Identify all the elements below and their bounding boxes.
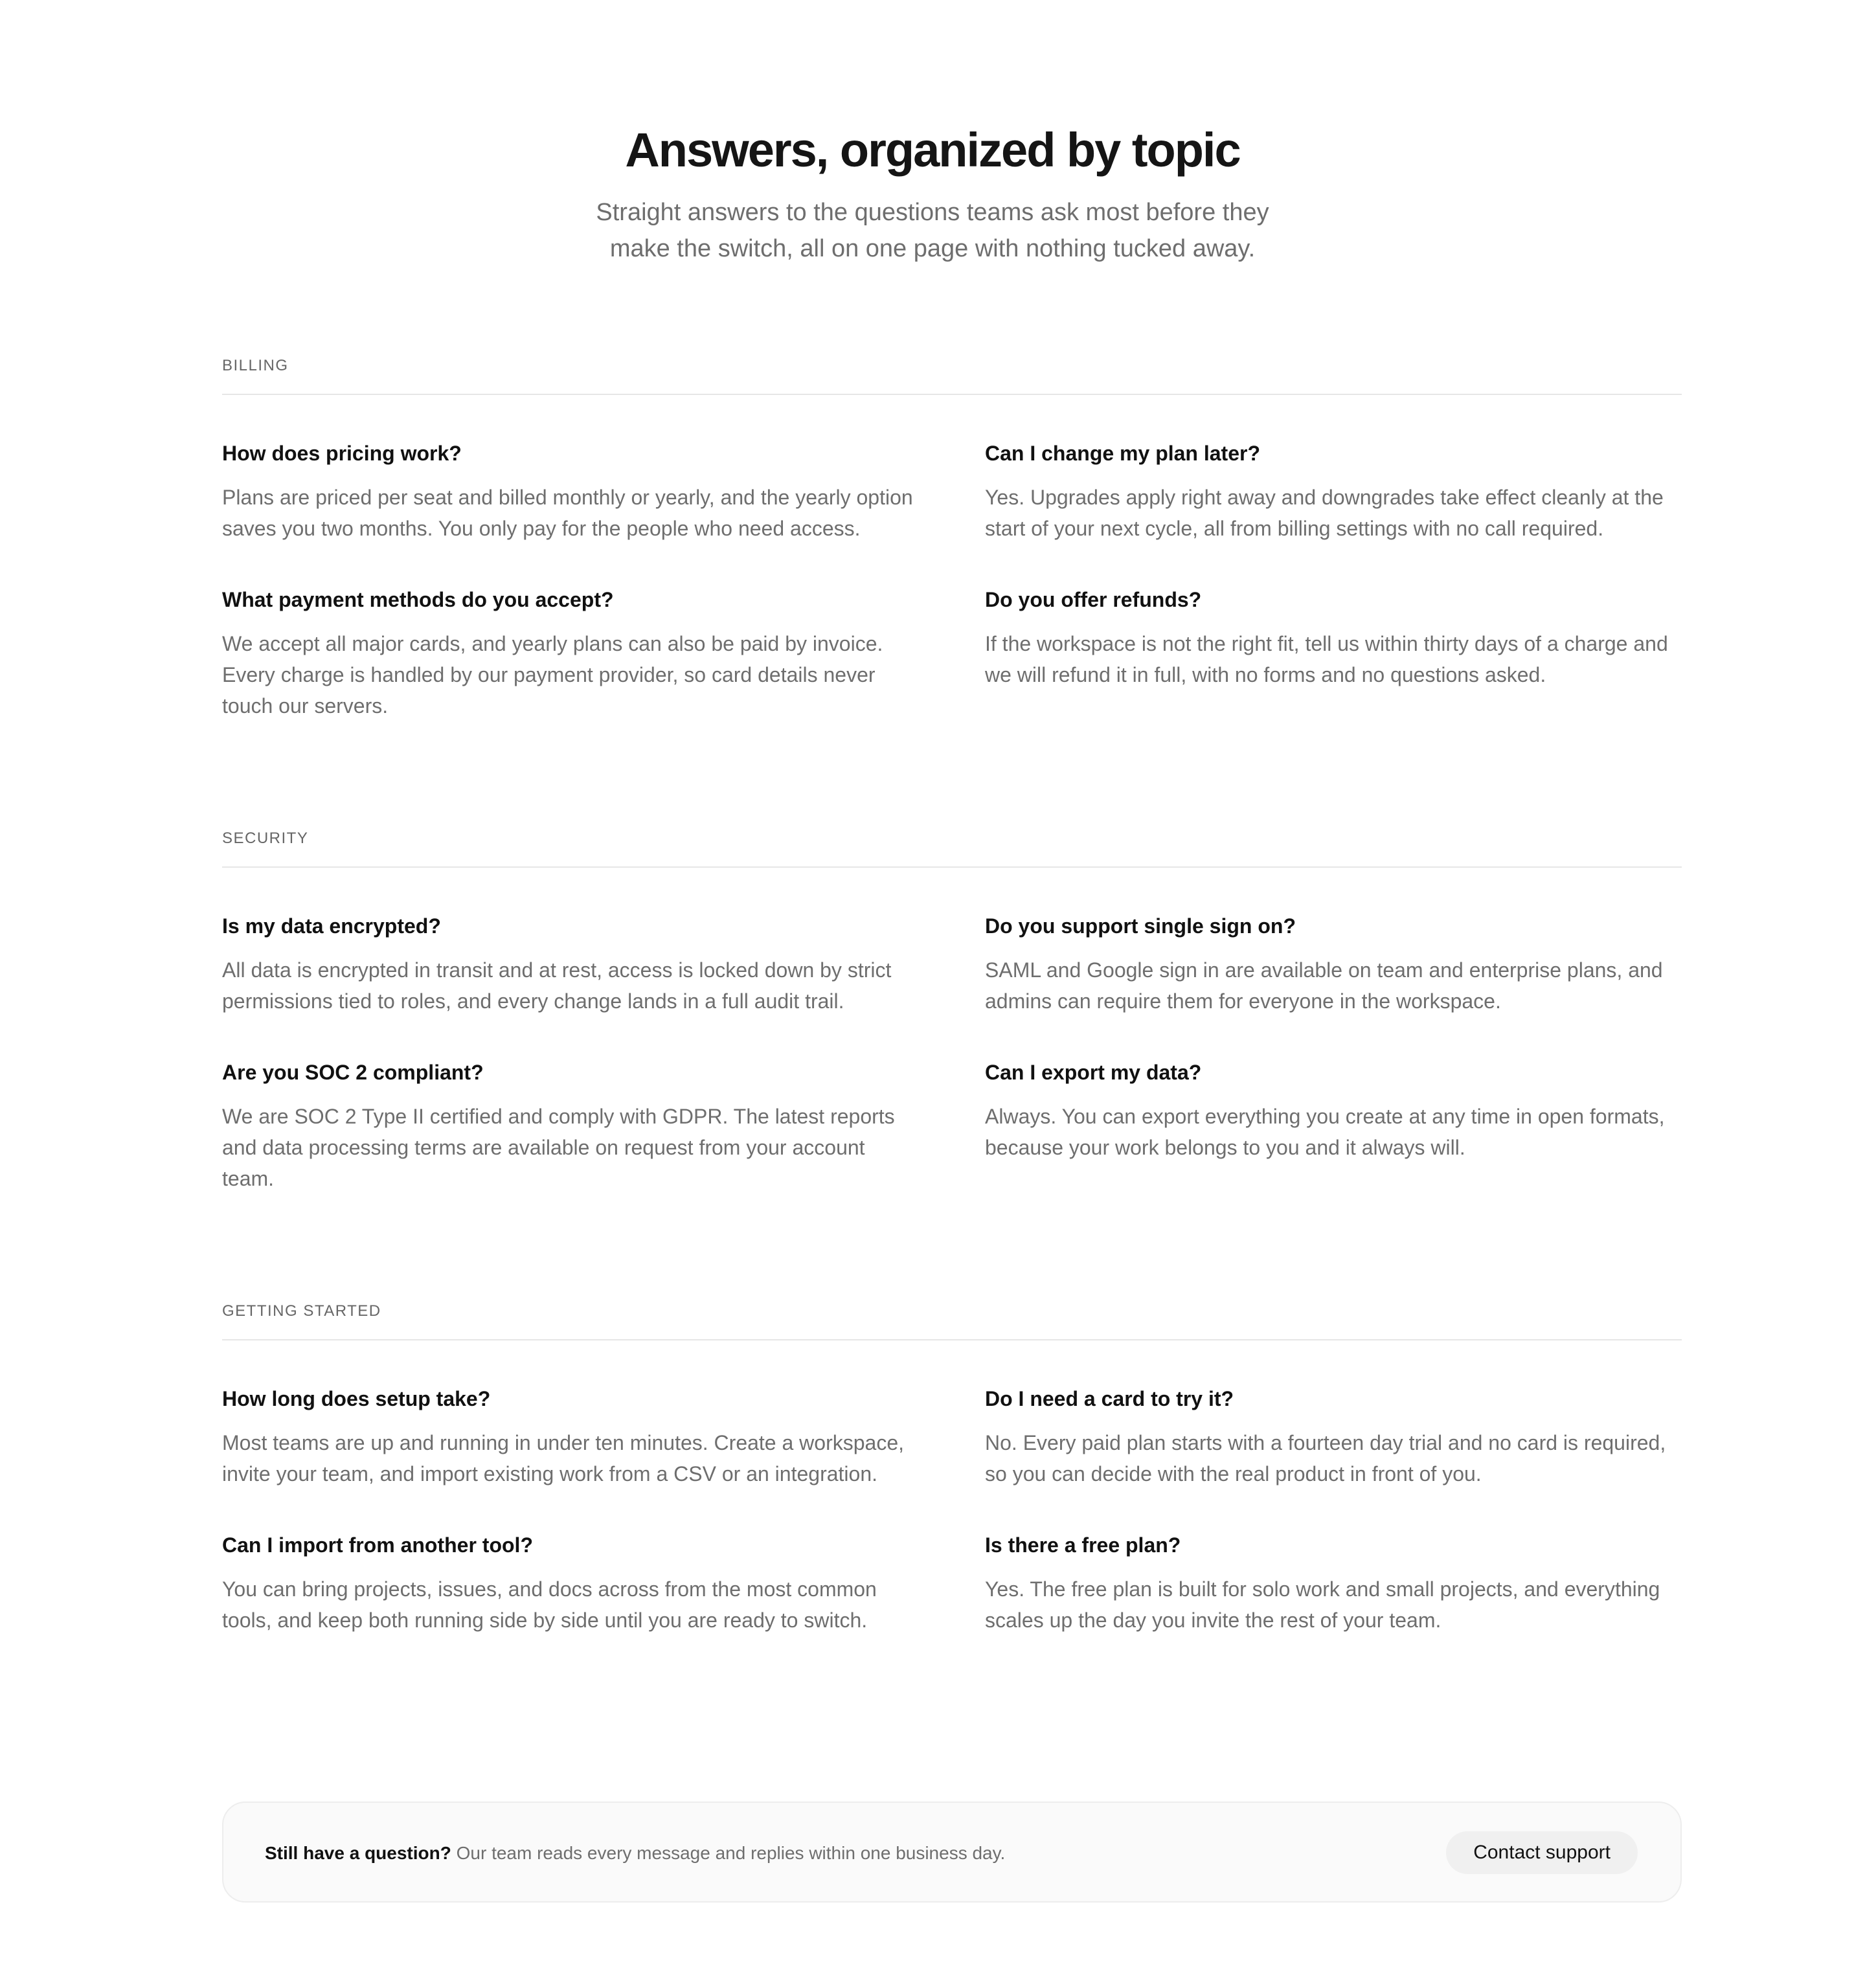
faq-item [985, 440, 1680, 544]
faq-answer: Plans are priced per seat and billed monthly or yearly, and the yearly option saves you two months. You only pay for the people who need access. [222, 486, 913, 540]
support-cta-text [265, 1840, 1005, 1866]
section-divider [222, 866, 1682, 868]
faq-hero [0, 123, 1865, 267]
faq-answer: We are SOC 2 Type II certified and comply with GDPR. The latest reports and data processing terms are available on request from your account team. [222, 1105, 895, 1190]
faq-answer: We accept all major cards, and yearly plans can also be paid by invoice. Every charge is handled by our payment provider, so card details never touch our servers. [222, 632, 883, 717]
faq-answer: No. Every paid plan starts with a fourteen day trial and no card is required, so you can decide with the real product in front of you. [985, 1431, 1666, 1485]
faq-question: How does pricing work? [222, 442, 462, 465]
faq-question: Do you offer refunds? [985, 588, 1202, 611]
faq-question: Can I export my data? [985, 1061, 1202, 1084]
faq-grid [222, 440, 1682, 721]
faq-question: Is there a free plan? [985, 1533, 1181, 1557]
faq-item [222, 913, 918, 1017]
faq-item [222, 440, 918, 544]
section-divider [222, 1339, 1682, 1340]
faq-question: How long does setup take? [222, 1387, 491, 1410]
support-cta-banner [222, 1802, 1682, 1903]
section-label: SECURITY [222, 830, 309, 847]
faq-answer: Yes. The free plan is built for solo work and small projects, and everything scales up the day you invite the rest of your team. [985, 1577, 1660, 1632]
faq-item [222, 1059, 918, 1194]
section-label: GETTING STARTED [222, 1302, 381, 1320]
faq-answer: If the workspace is not the right fit, tell us within thirty days of a charge and we will refund it in full, with no forms and no questions asked. [985, 632, 1668, 686]
faq-grid [222, 913, 1682, 1194]
page-title: Answers, organized by topic [625, 123, 1240, 177]
faq-answer: All data is encrypted in transit and at rest, access is locked down by strict permissions tied to roles, and every change lands in a full audit trail. [222, 958, 892, 1013]
section-getting-started [222, 1302, 1682, 1636]
faq-question: Is my data encrypted? [222, 914, 441, 938]
faq-question: What payment methods do you accept? [222, 588, 614, 611]
contact-support-button[interactable]: Contact support [1446, 1831, 1638, 1874]
faq-grid [222, 1386, 1682, 1636]
faq-item [985, 587, 1680, 721]
section-divider [222, 394, 1682, 395]
faq-answer: SAML and Google sign in are available on team and enterprise plans, and admins can require them for everyone in the workspace. [985, 958, 1663, 1013]
faq-item [985, 1386, 1680, 1489]
faq-question: Can I import from another tool? [222, 1533, 533, 1557]
support-cta-lead: Still have a question? [265, 1843, 451, 1863]
faq-item [222, 1386, 918, 1489]
faq-answer: Always. You can export everything you create at any time in open formats, because your work belongs to you and it always will. [985, 1105, 1665, 1159]
faq-item [222, 587, 918, 721]
faq-question: Do you support single sign on? [985, 914, 1296, 938]
faq-item [985, 1059, 1680, 1194]
faq-item [985, 1532, 1680, 1636]
faq-question: Do I need a card to try it? [985, 1387, 1234, 1410]
faq-answer: Most teams are up and running in under ten minutes. Create a workspace, invite your team, and import existing work from a CSV or an integration. [222, 1431, 905, 1485]
faq-item [985, 913, 1680, 1017]
support-cta-description: Our team reads every message and replies within one business day. [456, 1843, 1006, 1863]
section-security [222, 829, 1682, 1194]
faq-answer: You can bring projects, issues, and docs across from the most common tools, and keep both running side by side until you are ready to switch. [222, 1577, 877, 1632]
faq-question: Are you SOC 2 compliant? [222, 1061, 484, 1084]
section-billing [222, 356, 1682, 721]
section-label: BILLING [222, 357, 289, 374]
faq-item [222, 1532, 918, 1636]
faq-answer: Yes. Upgrades apply right away and downgrades take effect cleanly at the start of your next cycle, all from billing settings with no call required. [985, 486, 1664, 540]
page-subtitle: Straight answers to the questions teams ask most before they make the switch, all on one page with nothing tucked away. [596, 199, 1269, 262]
faq-question: Can I change my plan later? [985, 442, 1260, 465]
